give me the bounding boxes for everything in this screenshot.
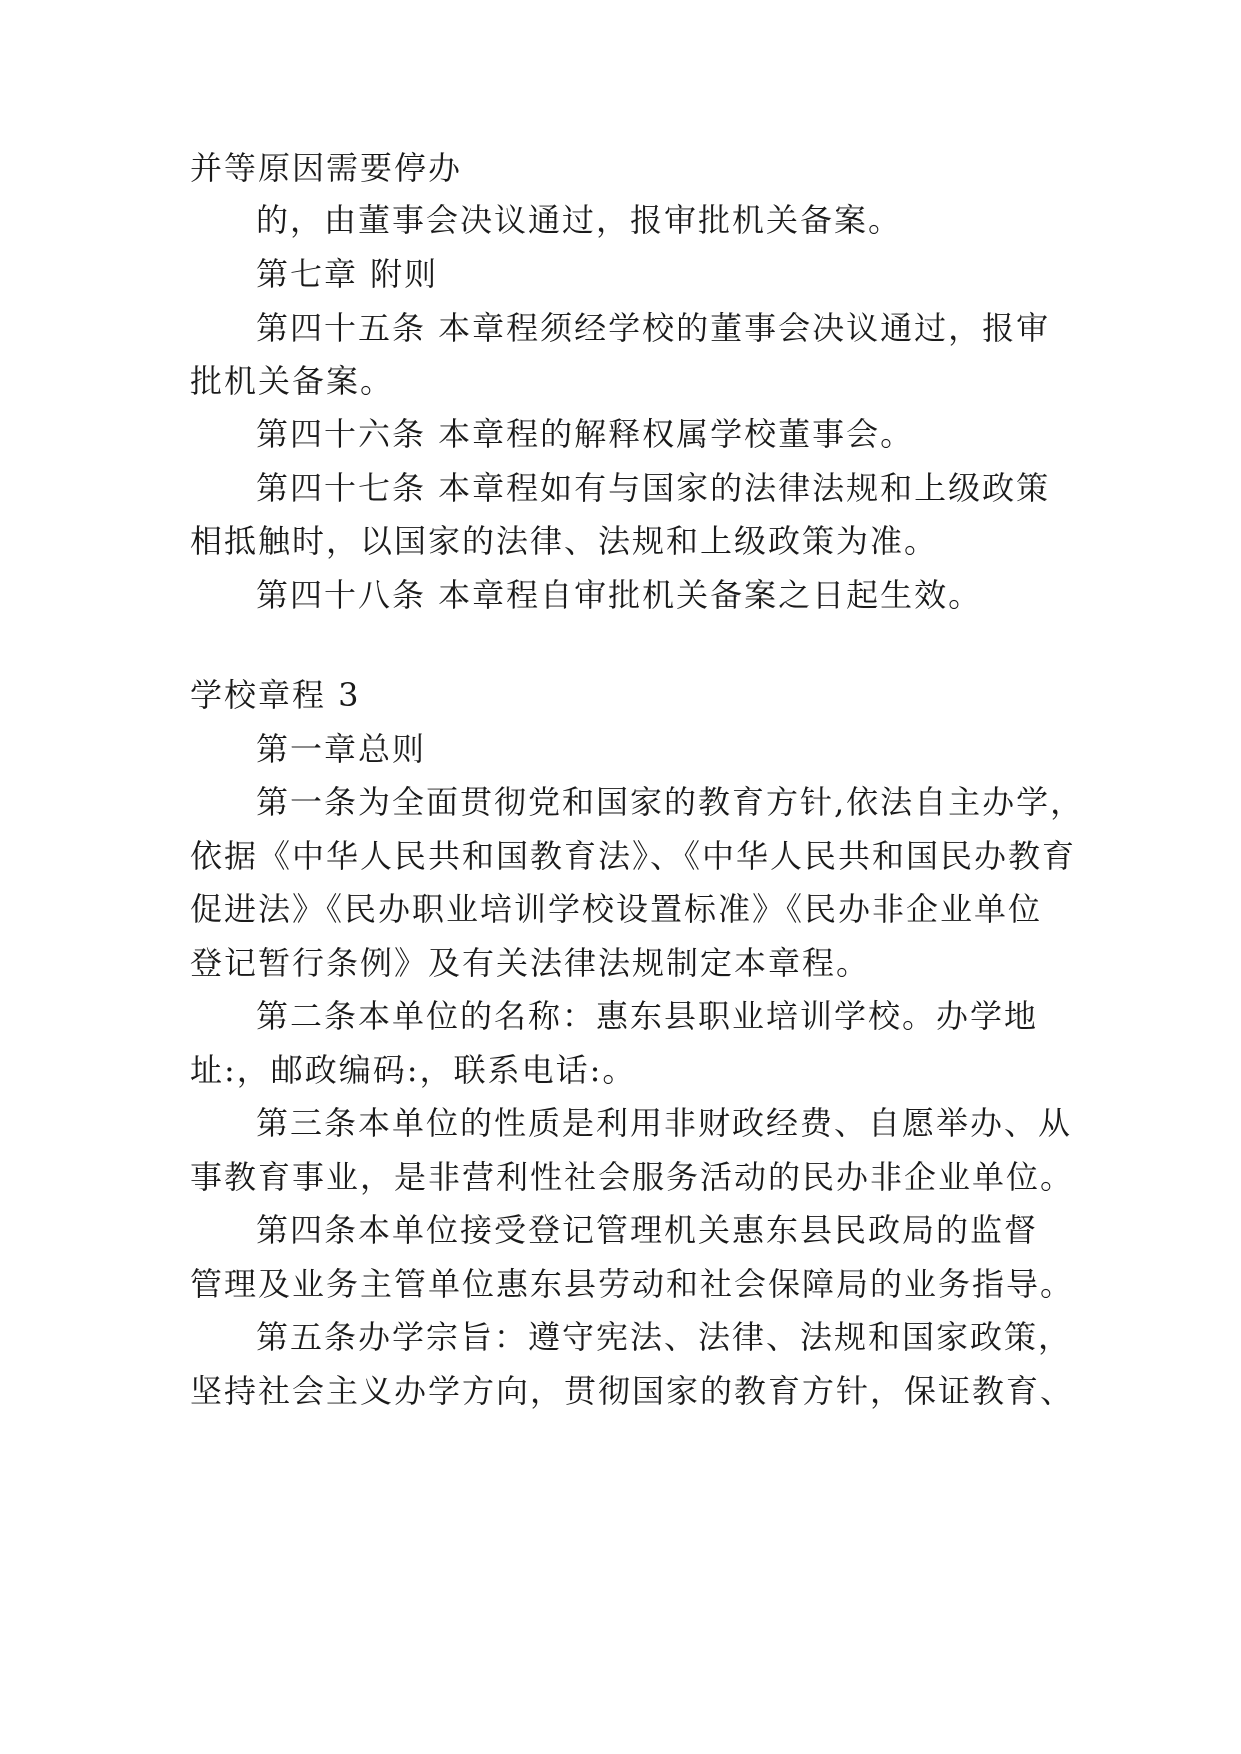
article-text: 第四十六条 本章程的解释权属学校董事会。: [256, 415, 915, 453]
text-line: 的，由董事会决议通过，报审批机关备案。: [256, 201, 903, 239]
section-title: 学校章程 3: [190, 676, 361, 714]
article-text: 第四条本单位接受登记管理机关惠东县民政局的监督: [256, 1211, 1039, 1249]
article-text: 第四十八条 本章程自审批机关备案之日起生效。: [256, 576, 983, 614]
article-text: 第四十五条 本章程须经学校的董事会决议通过，报审: [256, 309, 1051, 347]
text-line: 并等原因需要停办: [190, 149, 463, 187]
text-line: 址:，邮政编码:，联系电话:。: [190, 1051, 637, 1089]
article-text: 第一条为全面贯彻党和国家的教育方针,依法自主办学，: [256, 783, 1085, 821]
text-line: 促进法》《民办职业培训学校设置标准》《民办非企业单位: [190, 890, 1043, 928]
article-text: 第四十七条 本章程如有与国家的法律法规和上级政策: [256, 469, 1051, 507]
text-line: 依据《中华人民共和国教育法》、《中华人民共和国民办教育: [190, 837, 1077, 875]
text-line: 批机关备案。: [190, 362, 395, 400]
chapter-heading: 第七章 附则: [256, 255, 439, 293]
text-line: 登记暂行条例》及有关法律法规制定本章程。: [190, 944, 871, 982]
chapter-heading: 第一章总则: [256, 730, 427, 768]
text-line: 管理及业务主管单位惠东县劳动和社会保障局的业务指导。: [190, 1265, 1075, 1303]
text-line: 事教育事业，是非营利性社会服务活动的民办非企业单位。: [190, 1158, 1075, 1196]
article-text: 第二条本单位的名称：惠东县职业培训学校。办学地: [256, 997, 1039, 1035]
article-text: 第五条办学宗旨：遵守宪法、法律、法规和国家政策，: [256, 1318, 1073, 1356]
text-line: 坚持社会主义办学方向，贯彻国家的教育方针，保证教育、: [190, 1372, 1075, 1410]
article-text: 第三条本单位的性质是利用非财政经费、自愿举办、从: [256, 1104, 1073, 1142]
text-line: 相抵触时，以国家的法律、法规和上级政策为准。: [190, 522, 939, 560]
